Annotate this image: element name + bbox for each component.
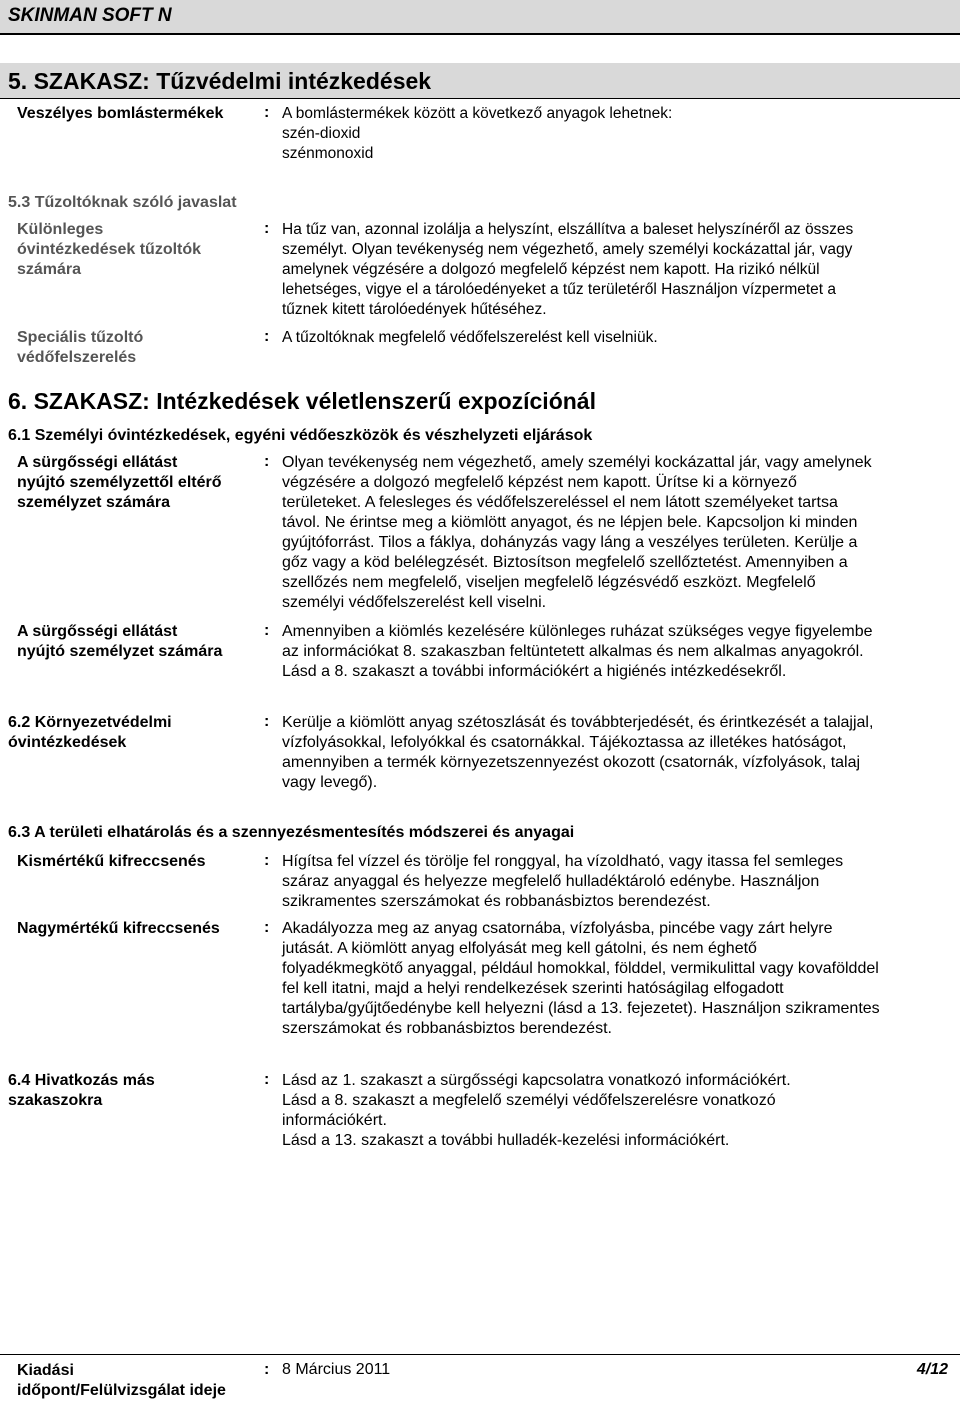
text-line: szerszámokat és robbanásbiztos berendezést. xyxy=(282,1020,612,1037)
reference-text xyxy=(282,1071,952,1151)
text-line: gyújtóforrást. Tilos a fáklya, dohányzás vagy láng a veszélyes területen. Kerülje a xyxy=(282,534,858,551)
text-line: Lásd a 8. szakaszt a további információkért a higiénés intézkedésekről. xyxy=(282,663,787,680)
text-line: Ha tűz van, azonnal izolálja a helyszínt, elszállítva a baleset helyszínéről az összes xyxy=(282,221,854,238)
colon: : xyxy=(264,104,270,121)
label-line: nyújtó személyzet számára xyxy=(17,643,223,660)
text-line: gőz vagy a köd belélegzését. Biztosítson megfelelő szellőztetést. Amennyiben a xyxy=(282,554,848,571)
label-line: A sürgősségi ellátást xyxy=(17,623,178,640)
label-line: személyzet számára xyxy=(17,494,170,511)
subsection-6-3-title: 6.3 A területi elhatárolás és a szennyezésmentesítés módszerei és anyagai xyxy=(8,824,575,841)
small-spill-label: Kismértékű kifreccsenés xyxy=(17,853,206,870)
special-precautions-text xyxy=(282,220,952,320)
text-line: jutását. A kiömlött anyag elfolyását meg kell gátolni, és nem éghető xyxy=(282,940,757,957)
text-line: szellőzés nem megfelelő, viseljen megfelelõ légzésvédő eszközt. Megfelelő xyxy=(282,574,816,591)
text-line: Lásd a 13. szakaszt a további hulladék-kezelési információkért. xyxy=(282,1132,730,1149)
non-emergency-label xyxy=(17,453,257,513)
label-line: óvintézkedések tűzoltók xyxy=(17,241,202,258)
environmental-precautions-text xyxy=(282,713,952,793)
text-line: Olyan tevékenység nem végezhető, amely személyi kockázattal jár, vagy amelynek xyxy=(282,454,872,471)
colon: : xyxy=(264,453,270,470)
emergency-responders-label xyxy=(17,622,257,662)
special-precautions-label xyxy=(17,220,257,280)
footer-divider xyxy=(0,1354,960,1355)
label-line: szakaszokra xyxy=(8,1092,103,1109)
text-line: információkért. xyxy=(282,1112,387,1129)
hazardous-products-text xyxy=(282,104,952,164)
label-line: 6.4 Hivatkozás más xyxy=(8,1072,155,1089)
colon: : xyxy=(264,1361,270,1378)
text-line: fel kell itatni, majd a helyi rendelkezések szerinti hatóságilag elfogadott xyxy=(282,980,784,997)
label-line: Speciális tűzoltó xyxy=(17,329,144,346)
text-line: végzésére a dolgozó megfelelő képzést nem kapott. Ürítse ki a környező xyxy=(282,474,797,491)
footer-issue-label xyxy=(17,1361,226,1401)
text-line: száraz anyaggal és helyezze megfelelő hulladéktároló edénybe. Használjon xyxy=(282,873,820,890)
protective-equipment-label xyxy=(17,328,257,368)
colon: : xyxy=(264,220,270,237)
label-line: időpont/Felülvizsgálat ideje xyxy=(17,1382,226,1399)
text-line: Akadályozza meg az anyag csatornába, vízfolyásba, pincébe vagy zárt helyre xyxy=(282,920,833,937)
label-line: védőfelszerelés xyxy=(17,349,137,366)
text-line: Lásd a 8. szakaszt a megfelelő személyi védőfelszerelésre vonatkozó xyxy=(282,1092,776,1109)
text-line: szén-dioxid xyxy=(282,125,361,142)
large-spill-text xyxy=(282,919,952,1039)
label-line: nyújtó személyzettől eltérő xyxy=(17,474,222,491)
large-spill-label: Nagymértékű kifreccsenés xyxy=(17,920,220,937)
footer-issue-date: 8 Március 2011 xyxy=(282,1361,391,1378)
text-line: amennyiben a termék környezetszennyezést okozott (csatornák, vízfolyások, talaj xyxy=(282,754,861,771)
brand-title: SKINMAN SOFT N xyxy=(8,5,172,26)
colon: : xyxy=(264,713,270,730)
text-line: tűznek kitett tárolóedények hűtéséhez. xyxy=(282,301,547,318)
environmental-precautions-label xyxy=(8,713,248,753)
label-line: óvintézkedések xyxy=(8,734,127,751)
text-line: amelynek végzésére a dolgozó megfelelő képzést nem kapott. Ha rizikó nélkül xyxy=(282,261,820,278)
text-line: szénmonoxid xyxy=(282,145,374,162)
text-line: személyi védőfelszerelést kell viselni. xyxy=(282,594,547,611)
text-line: távol. Ne érintse meg a kiömlött anyagot, és ne lépjen bele. Kapcsoljon ki minden xyxy=(282,514,858,531)
text-line: Amennyiben a kiömlés kezelésére különleges ruházat szükséges vegye figyelembe xyxy=(282,623,873,640)
colon: : xyxy=(264,919,270,936)
protective-equipment-text: A tűzoltóknak megfelelő védőfelszerelést kell viselniük. xyxy=(282,329,658,346)
small-spill-text xyxy=(282,852,952,912)
reference-label xyxy=(8,1071,248,1111)
text-line: folyadékmegkötő anyaggal, például homokkal, földdel, vermikulittal vagy kovafölddel xyxy=(282,960,879,977)
label-line: Kiadási xyxy=(17,1362,74,1379)
hazardous-products-label: Veszélyes bomlástermékek xyxy=(17,105,224,122)
text-line: területeket. A felesleges és védőfelszereléssel el nem látott személyeket tartsa xyxy=(282,494,838,511)
subsection-5-3-title: 5.3 Tűzoltóknak szóló javaslat xyxy=(8,194,237,211)
label-line: Különleges xyxy=(17,221,104,238)
label-line: A sürgősségi ellátást xyxy=(17,454,178,471)
text-line: személyt. Olyan tevékenység nem végezhető, amely személyi kockázattal jár, vagy xyxy=(282,241,853,258)
document-header xyxy=(0,0,960,35)
text-line: vízfolyásokkal, lefolyókkal és csatornákkal. Tájékoztassa az illetékes hatóságot, xyxy=(282,734,847,751)
text-line: tartályba/gyűjtőedénybe kell helyezni (lásd a 13. fejezetet). Használjon szikramentes xyxy=(282,1000,880,1017)
label-line: számára xyxy=(17,261,82,278)
non-emergency-text xyxy=(282,453,952,613)
text-line: az információkat 8. szakaszban feltüntetett alkalmas és nem alkalmas anyagokról. xyxy=(282,643,864,660)
text-line: lehetséges, vigye el a tárolóedényeket a tűz területéről Használjon vízpermetet a xyxy=(282,281,837,298)
text-line: Hígítsa fel vízzel és törölje fel ronggyal, ha vízoldható, vagy itassa fel semleges xyxy=(282,853,844,870)
colon: : xyxy=(264,1071,270,1088)
text-line: szikramentes szerszámokat és robbanásbiztos berendezést. xyxy=(282,893,711,910)
subsection-6-1-title: 6.1 Személyi óvintézkedések, egyéni védőeszközök és vészhelyzeti eljárások xyxy=(8,427,593,444)
label-line: 6.2 Környezetvédelmi xyxy=(8,714,172,731)
colon: : xyxy=(264,622,270,639)
text-line: A bomlástermékek között a következő anyagok lehetnek: xyxy=(282,105,673,122)
emergency-responders-text xyxy=(282,622,952,682)
colon: : xyxy=(264,328,270,345)
page-number: 4/12 xyxy=(916,1361,948,1378)
text-line: Lásd az 1. szakaszt a sürgősségi kapcsolatra vonatkozó információkért. xyxy=(282,1072,791,1089)
text-line: vagy levegő). xyxy=(282,774,378,791)
section-6-title: 6. SZAKASZ: Intézkedések véletlenszerű expozíciónál xyxy=(0,383,960,419)
section-5-title: 5. SZAKASZ: Tűzvédelmi intézkedések xyxy=(0,63,960,99)
colon: : xyxy=(264,852,270,869)
text-line: Kerülje a kiömlött anyag szétoszlását és továbbterjedését, és érintkezését a talajjal, xyxy=(282,714,874,731)
